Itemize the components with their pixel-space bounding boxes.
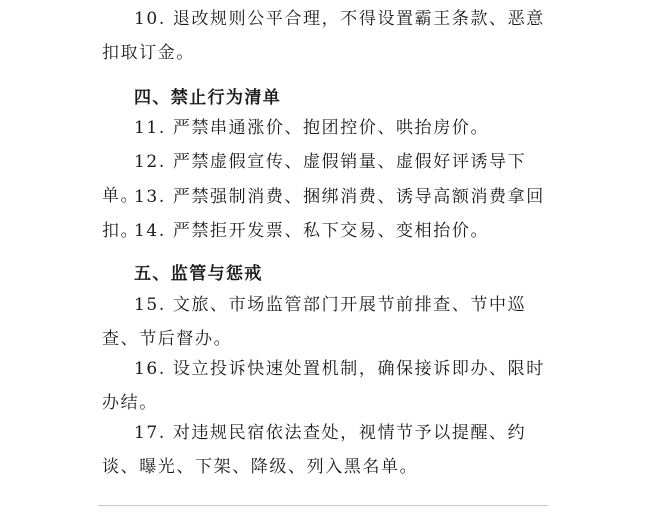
section-heading-supervision-penalties: 五、监管与惩戒	[134, 264, 263, 284]
section-heading-prohibited-behaviors: 四、禁止行为清单	[134, 88, 282, 108]
item-12: 12. 严禁虚假宣传、虚假销量、虚假好评诱导下单。	[102, 152, 527, 206]
item-10: 10. 退改规则公平合理，不得设置霸王条款、恶意扣取订金。	[102, 9, 545, 63]
item-14: 14. 严禁拒开发票、私下交易、变相抬价。	[134, 221, 490, 241]
item-16: 16. 设立投诉快速处置机制，确保接诉即办、限时办结。	[102, 359, 545, 413]
item-11: 11. 严禁串通涨价、抱团控价、哄抬房价。	[134, 118, 490, 138]
bottom-divider	[98, 505, 548, 506]
item-13: 13. 严禁强制消费、捆绑消费、诱导高额消费拿回扣。	[102, 187, 545, 241]
item-15: 15. 文旅、市场监管部门开展节前排查、节中巡查、节后督办。	[102, 295, 527, 349]
item-17: 17. 对违规民宿依法查处，视情节予以提醒、约谈、曝光、下架、降级、列入黑名单。	[102, 423, 527, 477]
